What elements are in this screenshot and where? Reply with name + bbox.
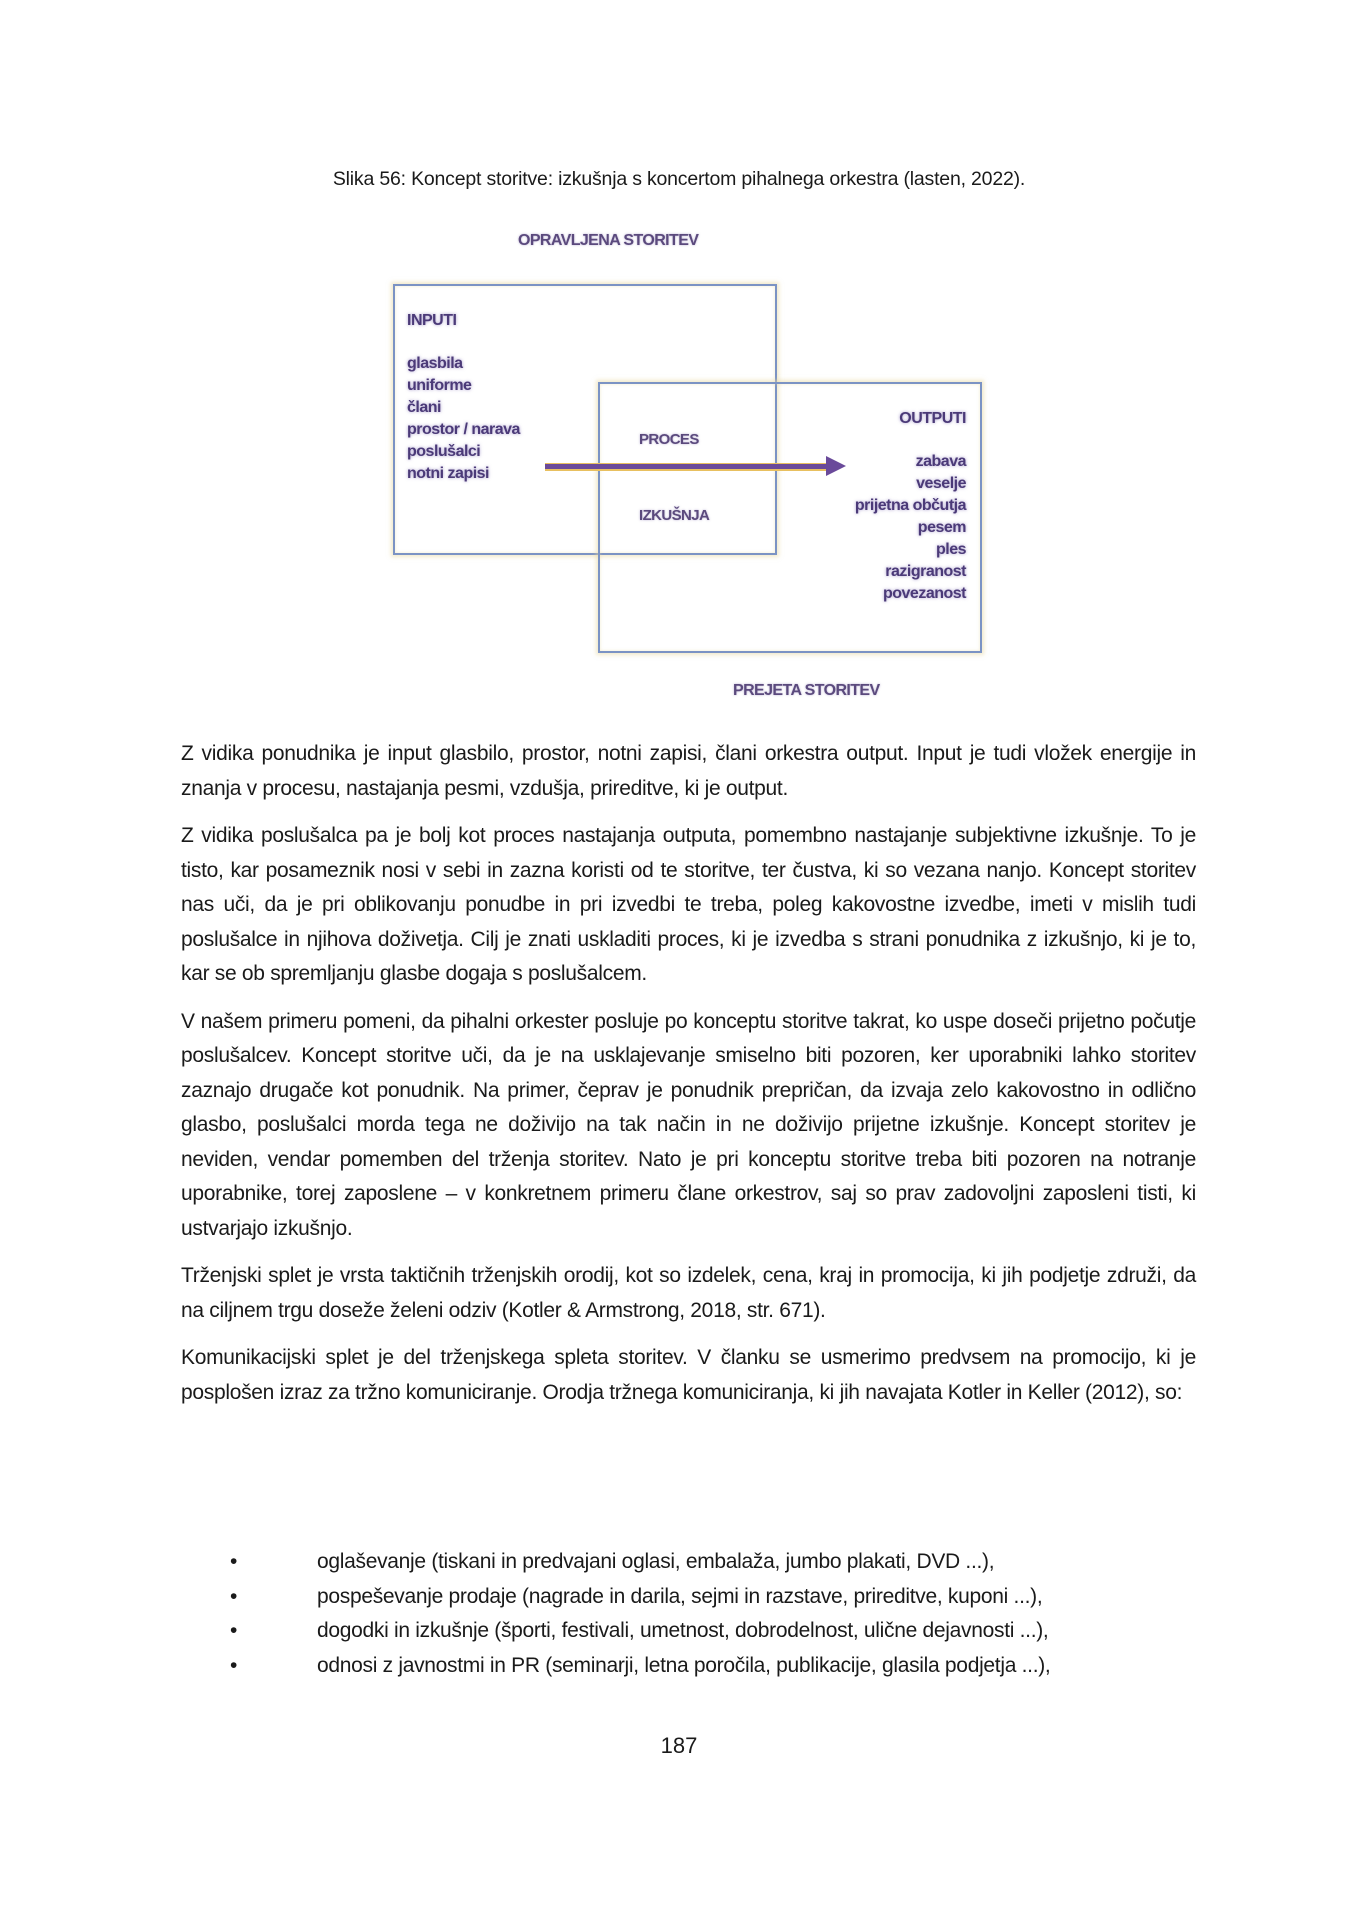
- received-service-label: PREJETA STORITEV: [733, 682, 880, 699]
- experience-label: IZKUŠNJA: [639, 507, 710, 524]
- bullet-icon: •: [230, 1619, 238, 1642]
- delivered-service-label: OPRAVLJENA STORITEV: [518, 232, 699, 249]
- output-item: prijetna občutja: [854, 497, 966, 514]
- process-arrow: [545, 464, 835, 469]
- list-item: [230, 1649, 1050, 1684]
- input-item: glasbila: [407, 355, 463, 372]
- list-item-text: odnosi z javnostmi in PR (seminarji, letna poročila, publikacije, glasila podjetja ...),: [317, 1653, 1051, 1677]
- paragraph: Z vidika ponudnika je input glasbilo, prostor, notni zapisi, člani orkestra output. Input je tudi vložek energije in znanja v procesu, nastajanja pesmi, vzdušja, prireditve, ki je output.: [181, 742, 1196, 800]
- body-text: [181, 737, 1196, 1423]
- paragraph: Trženjski splet je vrsta taktičnih trženjskih orodij, kot so izdelek, cena, kraj in promocija, ki jih podjetje združi, da na ciljnem trgu doseže želeni odziv (Kotler & Armstrong, 2018, str. 671).: [181, 1264, 1196, 1322]
- input-item: poslušalci: [407, 443, 481, 460]
- input-item: prostor / narava: [407, 421, 520, 438]
- output-item: razigranost: [885, 563, 966, 580]
- inputs-list: [407, 353, 520, 485]
- arrow-head-icon: [826, 456, 846, 476]
- list-item-text: pospeševanje prodaje (nagrade in darila, sejmi in razstave, prireditve, kuponi ...),: [317, 1584, 1043, 1608]
- inputs-title: INPUTI: [407, 312, 457, 329]
- input-item: člani: [407, 399, 441, 416]
- page-number: 187: [660, 1733, 698, 1758]
- output-item: zabava: [915, 453, 966, 470]
- paragraph: Komunikacijski splet je del trženjskega spleta storitev. V članku se usmerimo predvsem na promocijo, ki je posplošen izraz za tržno komuniciranje. Orodja tržnega komuniciranja, ki jih navajata Kotler in Keller (2012), so:: [181, 1346, 1196, 1404]
- paragraph: Z vidika poslušalca pa je bolj kot proces nastajanja outputa, pomembno nastajanje subjektivne izkušnje. To je tisto, kar posameznik nosi v sebi in zazna koristi od te storitve, ter čustva, ki so vezana nanjo. Koncept storitev nas uči, da je pri oblikovanju ponudbe in pri izvedbi te treba, poleg kakovostne izvedbe, imeti v mislih tudi poslušalce in njihova doživetja. Cilj je znati uskladiti proces, ki je izvedba s strani ponudnika z izkušnjo, ki je to, kar se ob spremljanju glasbe dogaja s poslušalcem.: [181, 824, 1196, 985]
- communication-tools-list: [230, 1545, 1050, 1683]
- service-concept-diagram: [0, 0, 1358, 720]
- paragraph: V našem primeru pomeni, da pihalni orkester posluje po konceptu storitve takrat, ko uspe doseči prijetno počutje poslušalcev. Koncept storitve uči, da je na usklajevanje smiselno biti pozoren, ker uporabniki lahko storitev zaznajo drugače kot ponudnik. Na primer, čeprav je ponudnik prepričan, da izvaja zelo kakovostno in odlično glasbo, poslušalci morda tega ne doživijo na tak način in ne doživijo prijetne izkušnje. Koncept storitev je neviden, vendar pomemben del trženja storitev. Nato je pri konceptu storitve treba biti pozoren na notranje uporabnike, torej zaposlene – v konkretnem primeru člane orkestrov, saj so prav zadovoljni zaposleni tisti, ki ustvarjajo izkušnjo.: [181, 1009, 1196, 1240]
- output-item: veselje: [916, 475, 966, 492]
- bullet-icon: •: [230, 1653, 238, 1677]
- list-item: [230, 1614, 1050, 1649]
- output-item: ples: [935, 541, 966, 558]
- output-item: pesem: [917, 519, 966, 536]
- list-item: [230, 1545, 1050, 1580]
- bullet-icon: •: [230, 1550, 238, 1573]
- list-item-text: dogodki in izkušnje (športi, festivali, umetnost, dobrodelnost, ulične dejavnosti ...),: [317, 1619, 1049, 1642]
- input-item: notni zapisi: [407, 465, 489, 482]
- input-item: uniforme: [407, 377, 472, 394]
- output-item: povezanost: [882, 585, 966, 602]
- outputs-title: OUTPUTI: [899, 410, 966, 427]
- figure-caption: Slika 56: Koncept storitve: izkušnja s koncertom pihalnega orkestra (lasten, 2022).: [332, 168, 1026, 190]
- process-label: PROCES: [639, 431, 699, 448]
- list-item-text: oglaševanje (tiskani in predvajani oglasi, embalaža, jumbo plakati, DVD ...),: [317, 1550, 995, 1573]
- outputs-list: [855, 451, 966, 605]
- bullet-icon: •: [230, 1584, 238, 1608]
- list-item: [230, 1580, 1050, 1615]
